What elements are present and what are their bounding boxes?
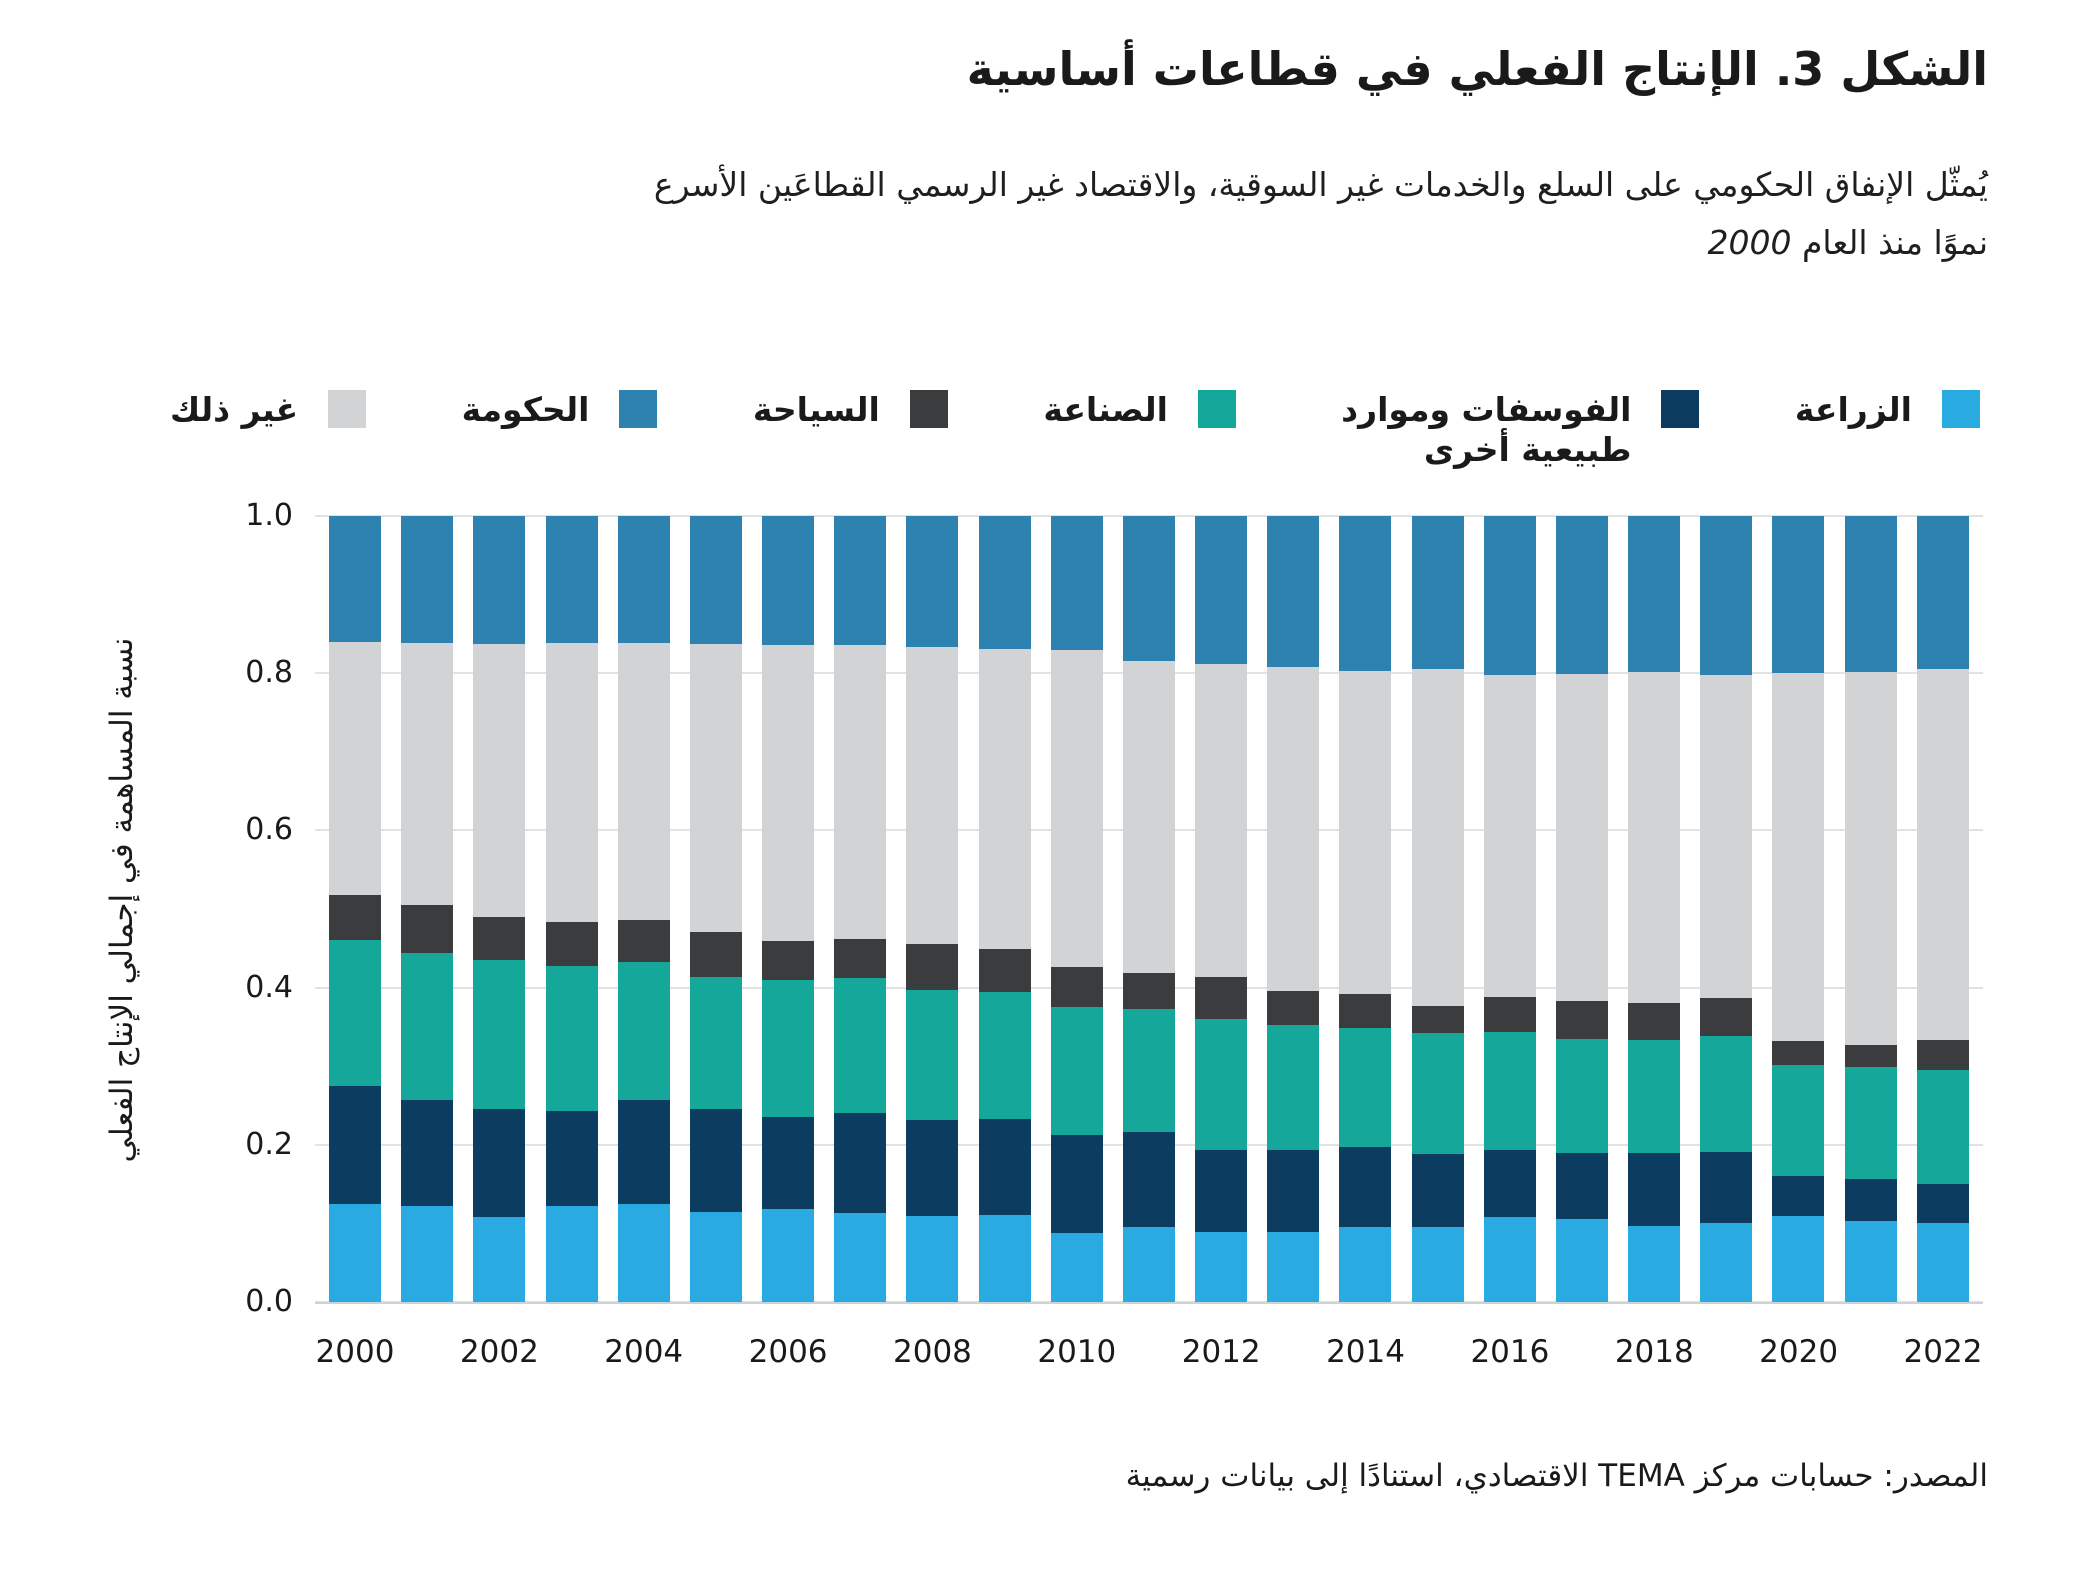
bar-segment-phosphates	[329, 1086, 381, 1204]
bar-2021	[1845, 516, 1897, 1302]
bar-segment-tourism	[1772, 1041, 1824, 1065]
bar-segment-agriculture	[1845, 1221, 1897, 1302]
bar-segment-industry	[979, 992, 1031, 1119]
legend-item-0	[1795, 390, 1980, 430]
bar-segment-other	[401, 643, 453, 906]
bar-segment-government	[1700, 516, 1752, 675]
bar-segment-phosphates	[690, 1109, 742, 1211]
bar-segment-agriculture	[1772, 1216, 1824, 1302]
bar-segment-industry	[329, 940, 381, 1085]
bar-segment-phosphates	[1339, 1147, 1391, 1226]
x-tick-label-2010: 2010	[1037, 1334, 1117, 1370]
x-tick-label-2016: 2016	[1470, 1334, 1550, 1370]
bar-segment-industry	[473, 960, 525, 1109]
bar-segment-other	[690, 644, 742, 932]
bar-segment-tourism	[1339, 994, 1391, 1028]
bar-segment-tourism	[1123, 973, 1175, 1008]
bar-segment-tourism	[979, 949, 1031, 992]
bar-segment-other	[979, 649, 1031, 949]
bar-segment-industry	[1628, 1040, 1680, 1153]
bar-segment-other	[1339, 671, 1391, 994]
bar-segment-phosphates	[1917, 1184, 1969, 1223]
phosphates-swatch	[1661, 390, 1699, 428]
bar-2019	[1700, 516, 1752, 1302]
x-tick-label-2012: 2012	[1181, 1334, 1261, 1370]
bar-segment-other	[473, 644, 525, 917]
bar-segment-agriculture	[1484, 1217, 1536, 1302]
x-axis-line	[315, 1302, 1983, 1304]
bar-2013	[1267, 516, 1319, 1302]
x-tick-label-2018: 2018	[1614, 1334, 1694, 1370]
bar-2000	[329, 516, 381, 1302]
x-tick-label-2006: 2006	[748, 1334, 828, 1370]
bar-segment-other	[329, 642, 381, 895]
bar-segment-tourism	[1700, 998, 1752, 1036]
legend-label: الحكومة	[461, 390, 590, 429]
bar-segment-phosphates	[834, 1113, 886, 1214]
bar-segment-phosphates	[1700, 1152, 1752, 1224]
bar-segment-agriculture	[1556, 1219, 1608, 1302]
bar-segment-government	[1123, 516, 1175, 661]
subtitle-line1: يُمثّل الإنفاق الحكومي على السلع والخدمات غير السوقية، والاقتصاد غير الرسمي القطاعَين الأسرع	[653, 165, 1988, 204]
bar-segment-government	[1556, 516, 1608, 674]
bar-segment-tourism	[690, 932, 742, 977]
bar-segment-tourism	[1412, 1006, 1464, 1034]
bar-segment-other	[618, 643, 670, 920]
x-tick-label-2022: 2022	[1903, 1334, 1983, 1370]
industry-swatch	[1198, 390, 1236, 428]
bar-2014	[1339, 516, 1391, 1302]
x-tick-label-2002: 2002	[459, 1334, 539, 1370]
bar-segment-phosphates	[1412, 1154, 1464, 1226]
y-tick-label-0.6: 0.6	[245, 812, 293, 848]
bar-segment-government	[1772, 516, 1824, 673]
subtitle-line2: نموًا منذ العام	[1801, 222, 1988, 262]
legend-item-5	[170, 390, 366, 430]
bar-segment-other	[1051, 650, 1103, 967]
bar-segment-industry	[1917, 1070, 1969, 1184]
legend-item-1	[1331, 390, 1699, 470]
bar-segment-phosphates	[762, 1117, 814, 1210]
bar-segment-industry	[1123, 1009, 1175, 1132]
bar-segment-agriculture	[1628, 1226, 1680, 1302]
bar-2006	[762, 516, 814, 1302]
bar-segment-other	[1917, 669, 1969, 1040]
bar-segment-government	[329, 516, 381, 642]
bar-segment-agriculture	[473, 1217, 525, 1302]
bar-segment-agriculture	[834, 1213, 886, 1302]
bar-segment-government	[834, 516, 886, 645]
bar-segment-phosphates	[1051, 1135, 1103, 1232]
bar-segment-other	[1267, 667, 1319, 991]
bar-segment-agriculture	[1051, 1233, 1103, 1302]
x-tick-label-2020: 2020	[1759, 1334, 1839, 1370]
bar-segment-industry	[1556, 1039, 1608, 1153]
legend-item-4	[462, 390, 658, 430]
bar-segment-other	[762, 645, 814, 941]
bar-segment-government	[1628, 516, 1680, 672]
bar-segment-phosphates	[1484, 1150, 1536, 1217]
y-tick-label-0.0: 0.0	[245, 1284, 293, 1319]
bar-segment-phosphates	[1195, 1150, 1247, 1232]
bar-segment-other	[1123, 661, 1175, 974]
bar-segment-phosphates	[1845, 1179, 1897, 1221]
bar-segment-government	[1267, 516, 1319, 667]
bar-2002	[473, 516, 525, 1302]
bar-segment-phosphates	[1123, 1132, 1175, 1226]
bar-2009	[979, 516, 1031, 1302]
bar-segment-phosphates	[1267, 1150, 1319, 1232]
bar-segment-phosphates	[906, 1120, 958, 1215]
bar-segment-industry	[690, 977, 742, 1110]
bar-segment-other	[1628, 672, 1680, 1002]
bar-segment-government	[618, 516, 670, 643]
bar-segment-government	[762, 516, 814, 645]
bar-segment-industry	[1484, 1032, 1536, 1150]
bar-2017	[1556, 516, 1608, 1302]
x-tick-label-2014: 2014	[1326, 1334, 1405, 1370]
bar-segment-agriculture	[1123, 1227, 1175, 1302]
bar-segment-government	[1845, 516, 1897, 672]
bar-segment-government	[546, 516, 598, 643]
x-tick-label-2004: 2004	[604, 1334, 684, 1370]
bar-segment-phosphates	[1772, 1176, 1824, 1215]
bar-segment-other	[906, 647, 958, 945]
bar-segment-agriculture	[690, 1212, 742, 1302]
bar-segment-government	[1917, 516, 1969, 669]
bar-segment-agriculture	[1195, 1232, 1247, 1302]
bar-segment-phosphates	[979, 1119, 1031, 1215]
y-tick-label-1.0: 1.0	[245, 498, 293, 533]
bar-segment-other	[1412, 669, 1464, 1005]
bar-2008	[906, 516, 958, 1302]
bar-segment-industry	[834, 978, 886, 1112]
legend-label: السياحة	[752, 390, 880, 429]
bar-segment-government	[1484, 516, 1536, 675]
x-tick-label-2000: 2000	[315, 1334, 395, 1370]
bar-segment-government	[906, 516, 958, 646]
bar-segment-government	[401, 516, 453, 643]
bar-segment-industry	[1267, 1025, 1319, 1151]
bar-segment-agriculture	[906, 1216, 958, 1302]
bar-2012	[1195, 516, 1247, 1302]
bar-segment-other	[1700, 675, 1752, 998]
bar-segment-industry	[618, 962, 670, 1100]
bar-segment-tourism	[1484, 997, 1536, 1032]
bar-segment-tourism	[401, 905, 453, 953]
y-axis-title: نسبة المساهمة في إجمالي الإنتاج الفعلي	[104, 637, 140, 1163]
bar-segment-government	[979, 516, 1031, 649]
other-swatch	[328, 390, 366, 428]
bar-segment-phosphates	[546, 1111, 598, 1206]
bars-layer	[315, 516, 1983, 1302]
government-swatch	[619, 390, 657, 428]
bar-segment-other	[1556, 674, 1608, 1001]
figure-subtitle	[170, 156, 1988, 272]
bar-segment-tourism	[906, 944, 958, 990]
bar-segment-government	[1339, 516, 1391, 671]
legend-label: الفوسفات وموارد طبيعية أخرى	[1341, 390, 1632, 469]
y-tick-label-0.8: 0.8	[245, 655, 293, 691]
bar-segment-government	[1195, 516, 1247, 664]
bar-segment-agriculture	[401, 1206, 453, 1302]
bar-2016	[1484, 516, 1536, 1302]
bar-segment-tourism	[1195, 977, 1247, 1019]
bar-segment-other	[1772, 673, 1824, 1041]
bar-segment-industry	[1195, 1019, 1247, 1150]
bar-segment-tourism	[1051, 967, 1103, 1007]
bar-segment-tourism	[1267, 991, 1319, 1025]
tourism-swatch	[910, 390, 948, 428]
bar-segment-government	[473, 516, 525, 644]
bar-2003	[546, 516, 598, 1302]
bar-segment-industry	[1339, 1028, 1391, 1147]
bar-segment-industry	[906, 990, 958, 1120]
bar-segment-phosphates	[473, 1109, 525, 1217]
bar-segment-phosphates	[401, 1100, 453, 1206]
bar-2010	[1051, 516, 1103, 1302]
bar-segment-tourism	[329, 895, 381, 941]
bar-2015	[1412, 516, 1464, 1302]
bar-segment-agriculture	[1412, 1227, 1464, 1302]
bar-segment-tourism	[618, 920, 670, 962]
bar-segment-agriculture	[762, 1209, 814, 1302]
legend-label: الصناعة	[1043, 390, 1168, 429]
bar-segment-agriculture	[546, 1206, 598, 1302]
bar-segment-government	[1412, 516, 1464, 669]
bar-segment-agriculture	[1267, 1232, 1319, 1302]
agriculture-swatch	[1942, 390, 1980, 428]
bar-segment-other	[546, 643, 598, 922]
bar-segment-industry	[762, 980, 814, 1117]
bar-segment-industry	[1845, 1067, 1897, 1179]
bar-segment-government	[690, 516, 742, 644]
bar-2020	[1772, 516, 1824, 1302]
bar-segment-agriculture	[1700, 1223, 1752, 1302]
bar-segment-industry	[1772, 1065, 1824, 1177]
bar-segment-phosphates	[618, 1100, 670, 1204]
bar-segment-agriculture	[618, 1204, 670, 1302]
bar-segment-tourism	[834, 939, 886, 978]
bar-2011	[1123, 516, 1175, 1302]
y-tick-label-0.4: 0.4	[245, 969, 293, 1005]
stacked-bar-chart	[245, 498, 1983, 1370]
bar-segment-tourism	[546, 922, 598, 965]
legend-item-2	[1043, 390, 1236, 430]
bar-segment-phosphates	[1628, 1153, 1680, 1225]
figure-title: الشكل 3. الإنتاج الفعلي في قطاعات أساسية	[966, 42, 1988, 96]
bar-segment-other	[834, 645, 886, 939]
bar-segment-tourism	[1917, 1040, 1969, 1070]
bar-2001	[401, 516, 453, 1302]
bar-segment-industry	[1412, 1033, 1464, 1154]
bar-2007	[834, 516, 886, 1302]
bar-segment-tourism	[762, 941, 814, 980]
bar-segment-industry	[1051, 1007, 1103, 1135]
x-axis-tick-labels	[315, 1334, 1983, 1374]
bar-2004	[618, 516, 670, 1302]
legend-item-3	[753, 390, 948, 430]
bar-2018	[1628, 516, 1680, 1302]
bar-segment-other	[1845, 672, 1897, 1045]
bar-segment-tourism	[1556, 1001, 1608, 1039]
bar-segment-industry	[546, 966, 598, 1111]
bar-segment-phosphates	[1556, 1153, 1608, 1220]
legend-label: الزراعة	[1794, 390, 1912, 429]
chart-legend	[170, 390, 1980, 470]
bar-segment-agriculture	[1917, 1223, 1969, 1302]
y-tick-label-0.2: 0.2	[245, 1126, 293, 1162]
bar-segment-tourism	[1628, 1003, 1680, 1041]
bar-segment-other	[1195, 664, 1247, 977]
bar-2022	[1917, 516, 1969, 1302]
legend-label: غير ذلك	[170, 390, 299, 429]
subtitle-year: 2000	[1707, 222, 1792, 262]
x-tick-label-2008: 2008	[893, 1334, 972, 1370]
bar-segment-agriculture	[329, 1204, 381, 1302]
bar-segment-tourism	[473, 917, 525, 960]
bar-segment-agriculture	[979, 1215, 1031, 1302]
source-note: المصدر: حسابات مركز TEMA الاقتصادي، استنادًا إلى بيانات رسمية	[1125, 1458, 1988, 1494]
bar-segment-government	[1051, 516, 1103, 650]
bar-segment-other	[1484, 675, 1536, 997]
bar-2005	[690, 516, 742, 1302]
bar-segment-industry	[1700, 1036, 1752, 1152]
bar-segment-tourism	[1845, 1045, 1897, 1067]
bar-segment-agriculture	[1339, 1227, 1391, 1302]
bar-segment-industry	[401, 953, 453, 1100]
